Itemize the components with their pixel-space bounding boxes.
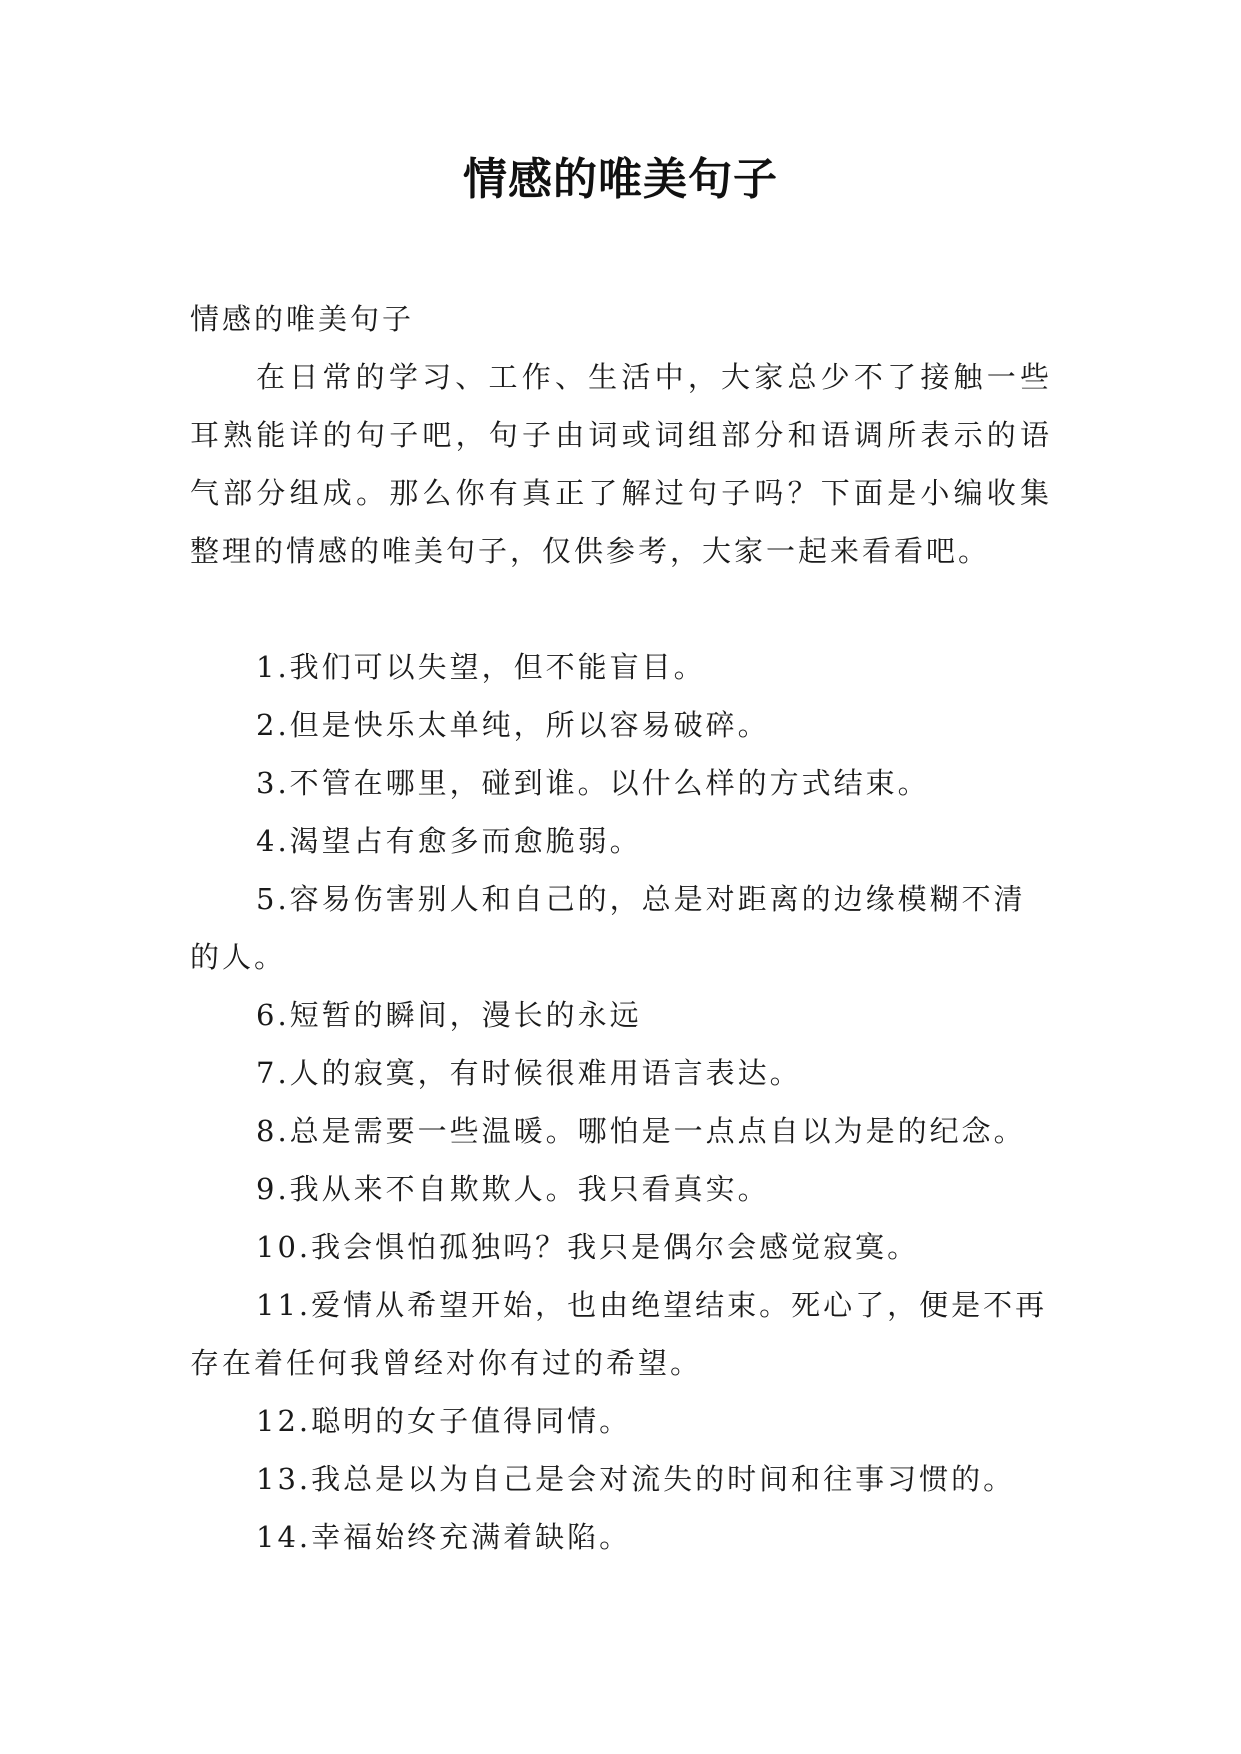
sentence-item: 11.爱情从希望开始，也由绝望结束。死心了，便是不再存在着任何我曾经对你有过的希望。	[190, 1288, 1048, 1380]
document-subtitle: 情感的唯美句子	[190, 302, 415, 336]
sentence-item: 3.不管在哪里，碰到谁。以什么样的方式结束。	[256, 766, 930, 800]
sentence-item: 14.幸福始终充满着缺陷。	[256, 1520, 632, 1554]
sentence-item: 13.我总是以为自己是会对流失的时间和往事习惯的。	[256, 1462, 1016, 1496]
sentence-item: 9.我从来不自欺欺人。我只看真实。	[256, 1172, 770, 1206]
paragraph-spacer	[190, 580, 1052, 638]
sentence-item: 6.短暂的瞬间，漫长的永远	[256, 998, 642, 1032]
sentence-item: 7.人的寂寞，有时候很难用语言表达。	[256, 1056, 802, 1090]
sentence-item: 8.总是需要一些温暖。哪怕是一点点自以为是的纪念。	[256, 1114, 1026, 1148]
sentence-list	[190, 638, 1052, 1566]
sentence-item: 12.聪明的女子值得同情。	[256, 1404, 632, 1438]
sentence-item: 1.我们可以失望，但不能盲目。	[256, 650, 706, 684]
sentence-item: 4.渴望占有愈多而愈脆弱。	[256, 824, 642, 858]
sentence-item: 5.容易伤害别人和自己的，总是对距离的边缘模糊不清的人。	[190, 882, 1026, 974]
document-body	[190, 290, 1052, 1566]
sentence-item: 10.我会惧怕孤独吗？我只是偶尔会感觉寂寞。	[256, 1230, 920, 1264]
intro-paragraph: 在日常的学习、工作、生活中，大家总少不了接触一些耳熟能详的句子吧，句子由词或词组部分和语调所表示的语气部分组成。那么你有真正了解过句子吗？下面是小编收集整理的情感的唯美句子，仅供参考，大家一起来看看吧。	[190, 360, 1052, 568]
document-title: 情感的唯美句子	[463, 154, 778, 205]
sentence-item: 2.但是快乐太单纯，所以容易破碎。	[256, 708, 770, 742]
